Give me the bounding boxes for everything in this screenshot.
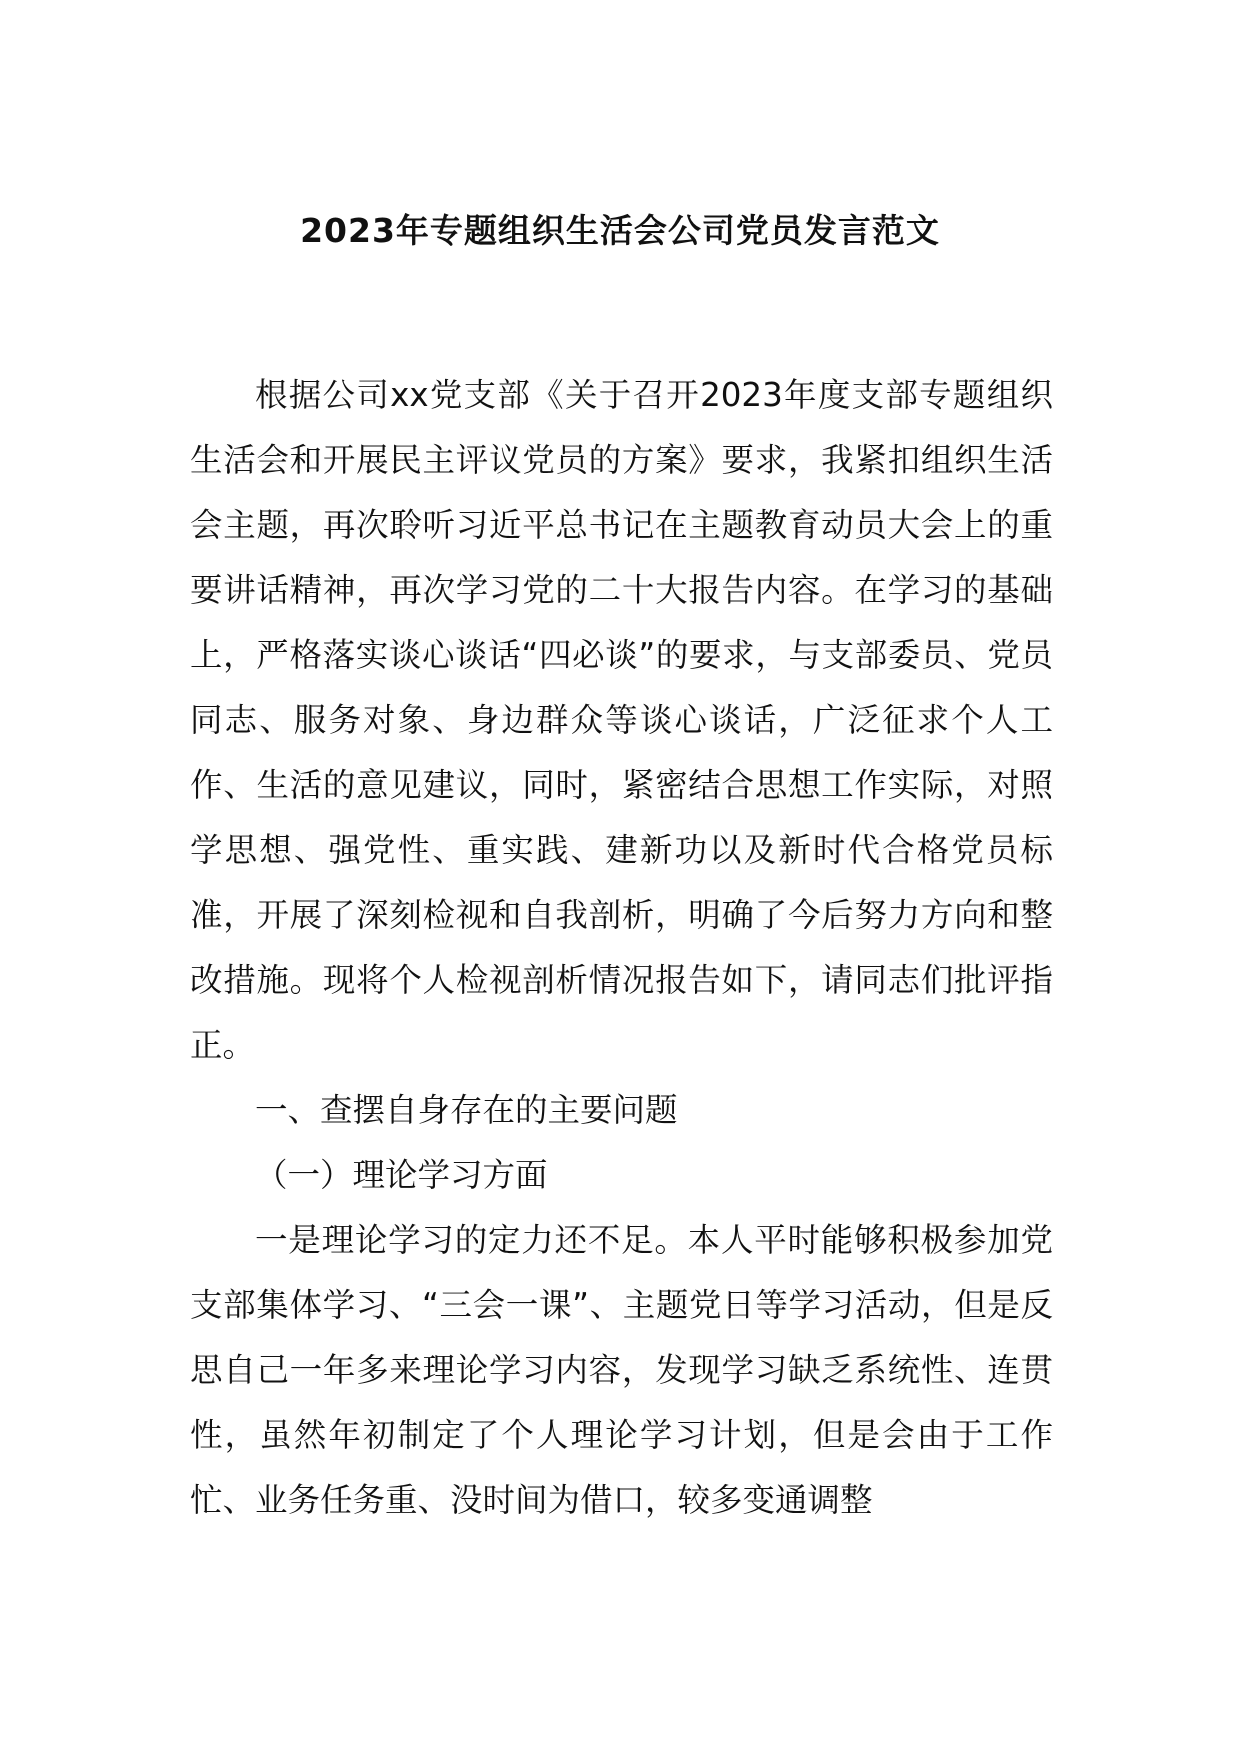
body-paragraph-1: 一是理论学习的定力还不足。本人平时能够积极参加党支部集体学习、“三会一课”、主题党日等学习活动，但是反思自己一年多来理论学习内容，发现学习缺乏系统性、连贯性，虽然年初制定了个人理论学习计划，但是会由于工作忙、业务任务重、没时间为借口，较多变通调整	[190, 1221, 1053, 1519]
document-title: 2023年专题组织生活会公司党员发言范文	[300, 211, 940, 250]
document-body	[190, 363, 1053, 1533]
intro-paragraph: 根据公司xx党支部《关于召开2023年度支部专题组织生活会和开展民主评议党员的方案》要求，我紧扣组织生活会主题，再次聆听习近平总书记在主题教育动员大会上的重要讲话精神，再次学习党的二十大报告内容。在学习的基础上，严格落实谈心谈话“四必谈”的要求，与支部委员、党员同志、服务对象、身边群众等谈心谈话，广泛征求个人工作、生活的意见建议，同时，紧密结合思想工作实际，对照学思想、强党性、重实践、建新功以及新时代合格党员标准，开展了深刻检视和自我剖析，明确了今后努力方向和整改措施。现将个人检视剖析情况报告如下，请同志们批评指正。	[190, 376, 1053, 1064]
subsection-heading-1: （一）理论学习方面	[255, 1156, 548, 1194]
section-heading-1: 一、查摆自身存在的主要问题	[255, 1091, 678, 1129]
